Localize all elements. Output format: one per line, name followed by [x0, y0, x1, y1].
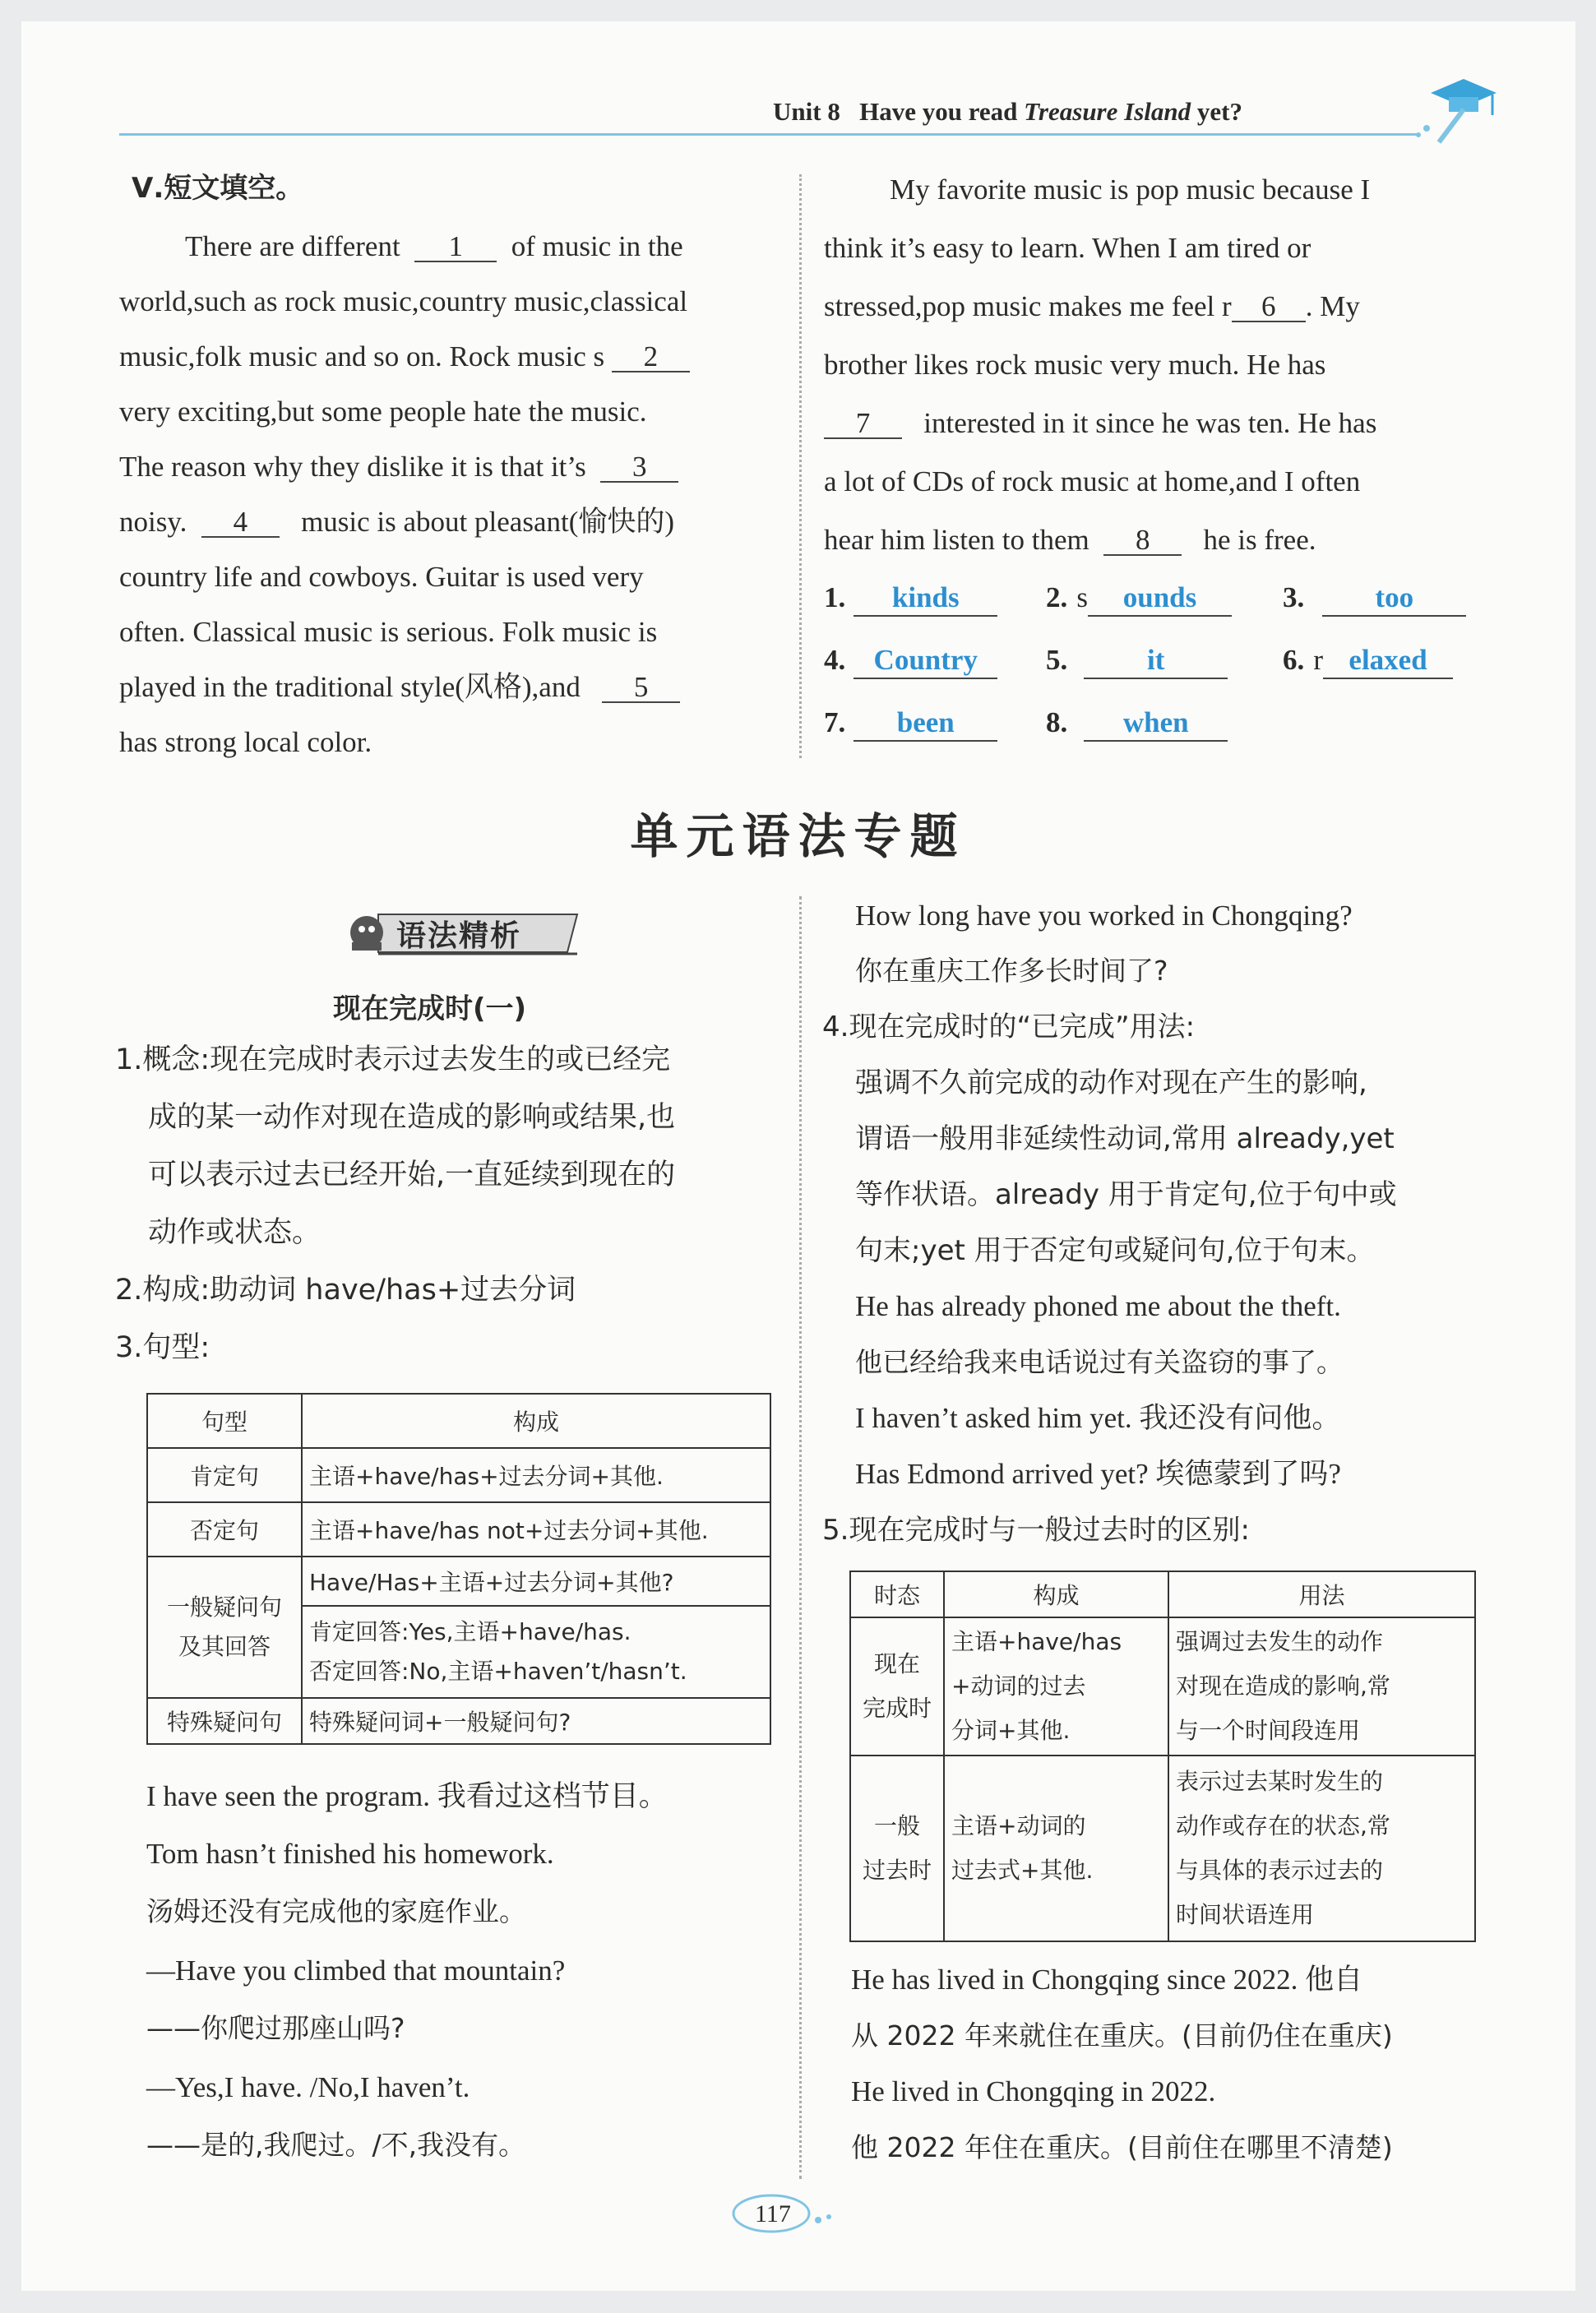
concept-line-3: 可以表示过去已经开始,一直延续到现在的 — [148, 1159, 676, 1191]
table1-negative: 否定句 — [147, 1502, 302, 1557]
grammar-column-divider — [799, 896, 802, 2179]
cloze-line-8: often. Classical music is serious. Folk music is — [119, 616, 658, 648]
cloze-line-7: country life and cowboys. Guitar is used very — [119, 561, 644, 593]
cloze-line-1: There are different 1 of music in the — [185, 230, 683, 262]
answer-8: 8. when — [1046, 705, 1228, 742]
table1-wh: 特殊疑问句 — [147, 1698, 302, 1744]
table1-affirmative: 肯定句 — [147, 1448, 302, 1502]
concept-line-1: 1.概念:现在完成时表示过去发生的或已经完 — [115, 1043, 671, 1076]
right-line-2: 你在重庆工作多长时间了? — [855, 955, 1168, 987]
right-example-4: 他 2022 年住在重庆。(目前住在哪里不清楚) — [851, 2131, 1393, 2163]
page-number: 117 — [755, 2200, 791, 2227]
table1-wh-form: 特殊疑问词+一般疑问句? — [302, 1698, 770, 1744]
concept-line-2: 成的某一动作对现在造成的影响或结果,也 — [148, 1101, 676, 1134]
graduation-cap-icon — [1414, 64, 1505, 146]
table2-simple-past-form: 主语+动词的 过去式+其他. — [944, 1756, 1168, 1941]
cloze-right-line-5: 7 interested in it since he was ten. He has — [824, 406, 1376, 441]
sentence-pattern-table — [146, 1393, 771, 1745]
table2-simple-past-usage: 表示过去某时发生的 动作或存在的状态,常 与具体的表示过去的 时间状语连用 — [1168, 1756, 1475, 1941]
right-line-9: 他已经给我来电话说过有关盗窃的事了。 — [855, 1346, 1344, 1378]
left-example-1: I have seen the program. 我看过这档节目。 — [146, 1780, 668, 1812]
right-example-3: He lived in Chongqing in 2022. — [851, 2075, 1216, 2107]
left-example-2: Tom hasn’t finished his homework. — [146, 1838, 554, 1870]
table2-header-usage: 用法 — [1168, 1571, 1475, 1617]
cloze-right-line-3: stressed,pop music makes me feel r 6 . My — [824, 290, 1360, 322]
tense-comparison-table — [849, 1571, 1476, 1942]
right-line-12: 5.现在完成时与一般过去时的区别: — [822, 1514, 1250, 1547]
sentence-pattern-label: 3.句型: — [115, 1331, 210, 1364]
answer-2: 2. s ounds — [1046, 581, 1232, 617]
grammar-badge — [337, 903, 580, 962]
badge-text: 语法精析 — [396, 919, 522, 953]
table2-header-form: 构成 — [944, 1571, 1168, 1617]
table1-yesno-form: Have/Has+主语+过去分词+其他? — [302, 1557, 770, 1606]
right-line-10: I haven’t asked him yet. 我还没有问他。 — [855, 1402, 1341, 1434]
table1-negative-form: 主语+have/has not+过去分词+其他. — [302, 1502, 770, 1557]
cloze-line-10: has strong local color. — [119, 726, 372, 758]
right-line-1: How long have you worked in Chongqing? — [855, 900, 1353, 932]
answer-5: 5. it — [1046, 643, 1228, 679]
cloze-line-5: The reason why they dislike it is that it’s 3 — [119, 450, 678, 484]
table1-yesno-answers: 肯定回答:Yes,主语+have/has. 否定回答:No,主语+haven’t/hasn’t. — [302, 1606, 770, 1698]
right-line-5: 谓语一般用非延续性动词,常用 already,yet — [855, 1122, 1395, 1155]
cloze-line-9: played in the traditional style(风格),and 5 — [119, 670, 680, 705]
right-example-1: He has lived in Chongqing since 2022. 他自 — [851, 1964, 1363, 1996]
concept-line-4: 动作或状态。 — [148, 1216, 322, 1249]
cloze-line-4: very exciting,but some people hate the music. — [119, 396, 647, 428]
structure-line: 2.构成:助动词 have/has+过去分词 — [115, 1274, 576, 1307]
table1-header-pattern: 句型 — [147, 1394, 302, 1448]
table2-simple-past: 一般 过去时 — [850, 1756, 944, 1941]
right-line-4: 强调不久前完成的动作对现在产生的影响, — [855, 1066, 1367, 1099]
answer-4: 4. Country — [824, 643, 997, 679]
table1-affirmative-form: 主语+have/has+过去分词+其他. — [302, 1448, 770, 1502]
cloze-right-line-1: My favorite music is pop music because I — [890, 173, 1371, 206]
left-example-4: —Have you climbed that mountain? — [146, 1954, 566, 1987]
cloze-right-line-2: think it’s easy to learn. When I am tired or — [824, 232, 1311, 264]
table2-present-perfect-form: 主语+have/has +动词的过去 分词+其他. — [944, 1617, 1168, 1756]
cloze-heading: Ⅴ.短文填空。 — [132, 172, 304, 205]
left-example-3: 汤姆还没有完成他的家庭作业。 — [146, 1895, 526, 1927]
column-divider — [799, 174, 802, 758]
cloze-line-2: world,such as rock music,country music,classical — [119, 285, 688, 317]
cloze-right-line-4: brother likes rock music very much. He has — [824, 349, 1326, 381]
right-line-3: 4.现在完成时的“已完成”用法: — [822, 1011, 1196, 1043]
right-line-8: He has already phoned me about the theft. — [855, 1290, 1341, 1322]
grammar-subtitle: 现在完成时(一) — [333, 992, 527, 1025]
cloze-line-6: noisy. 4 music is about pleasant(愉快的) — [119, 506, 675, 538]
table2-present-perfect: 现在 完成时 — [850, 1617, 944, 1756]
table2-header-tense: 时态 — [850, 1571, 944, 1617]
cloze-right-line-7: hear him listen to them 8 he is free. — [824, 524, 1316, 556]
left-example-6: —Yes,I have. /No,I haven’t. — [146, 2071, 470, 2103]
answer-3: 3. too — [1283, 581, 1466, 617]
answer-7: 7. been — [824, 705, 997, 742]
table2-present-perfect-usage: 强调过去发生的动作 对现在造成的影响,常 与一个时间段连用 — [1168, 1617, 1475, 1756]
table1-yesno: 一般疑问句 及其回答 — [147, 1557, 302, 1698]
right-line-7: 句末;yet 用于否定句或疑问句,位于句末。 — [855, 1234, 1375, 1267]
header-rule — [119, 133, 1418, 136]
left-example-5: ——你爬过那座山吗? — [146, 2012, 405, 2044]
answer-1: 1. kinds — [824, 581, 997, 617]
right-example-2: 从 2022 年来就住在重庆。(目前仍住在重庆) — [851, 2019, 1393, 2052]
cloze-line-3: music,folk music and so on. Rock music s 2 — [119, 340, 690, 374]
answer-6: 6. r elaxed — [1283, 643, 1453, 679]
right-line-6: 等作状语。already 用于肯定句,位于句中或 — [855, 1178, 1397, 1211]
running-header: Unit 8 Have you read Treasure Island yet? — [773, 97, 1242, 126]
table1-header-form: 构成 — [302, 1394, 770, 1448]
grammar-section-title: 单元语法专题 — [630, 808, 966, 864]
cloze-right-line-6: a lot of CDs of rock music at home,and I often — [824, 465, 1361, 497]
left-example-7: ——是的,我爬过。/不,我没有。 — [146, 2129, 526, 2161]
right-line-11: Has Edmond arrived yet? 埃德蒙到了吗? — [855, 1458, 1341, 1490]
